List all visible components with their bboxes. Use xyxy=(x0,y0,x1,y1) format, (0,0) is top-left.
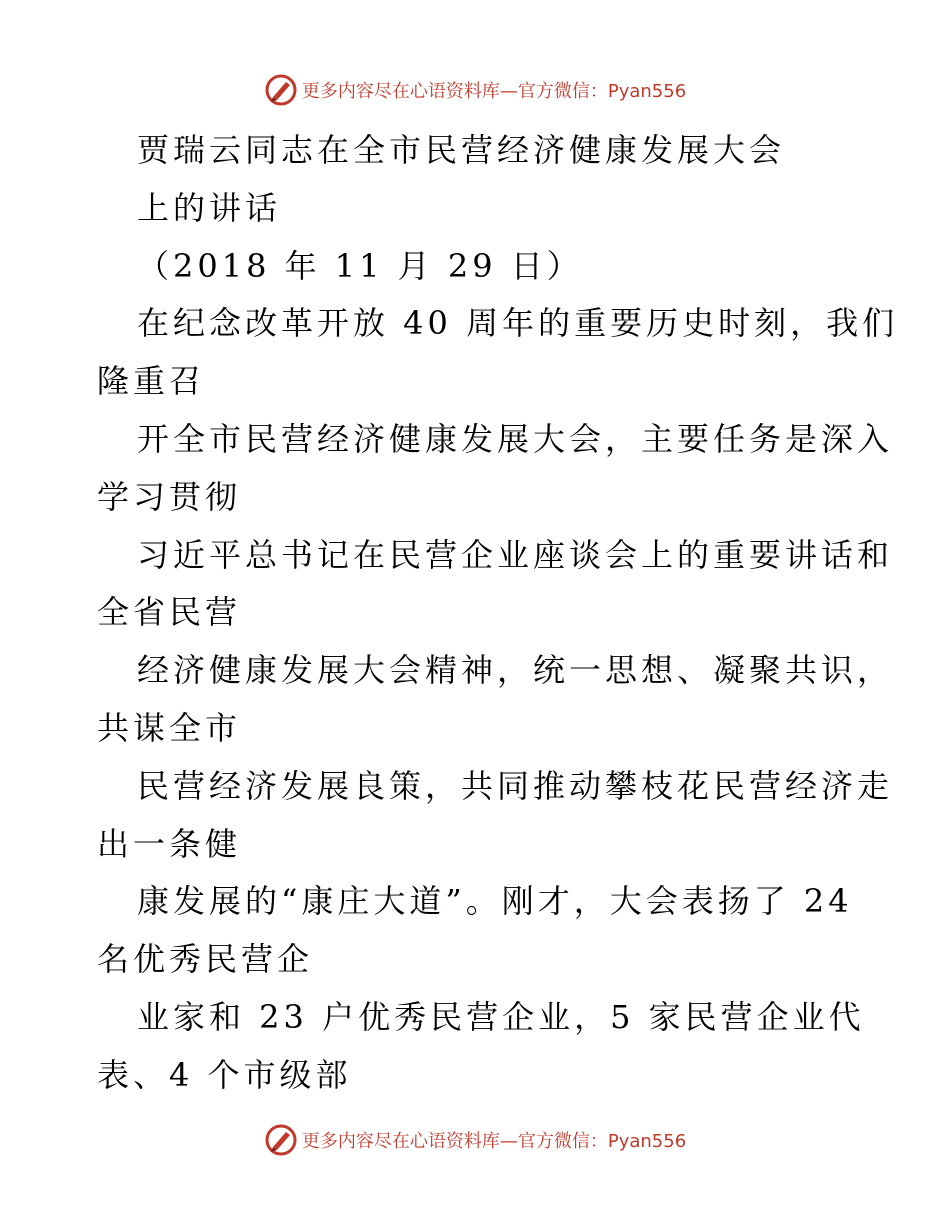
document-line: 康发展的“康庄大道”。刚才，大会表扬了 24 xyxy=(137,882,853,921)
pen-logo-icon xyxy=(264,73,298,107)
document-line: 在纪念改革开放 40 周年的重要历史时刻，我们 xyxy=(137,304,899,343)
document-line: 开全市民营经济健康发展大会，主要任务是深入 xyxy=(137,419,894,458)
watermark-banner-top xyxy=(0,70,950,110)
document-line: 习近平总书记在民营企业座谈会上的重要讲话和 xyxy=(137,535,894,574)
document-line: 经济健康发展大会精神，统一思想、凝聚共识， xyxy=(137,651,894,690)
watermark-text: 更多内容尽在心语资料库—官方微信：Pyan556 xyxy=(301,1131,687,1152)
document-line: 业家和 23 户优秀民营企业，5 家民营企业代 xyxy=(137,997,865,1036)
document-line: 名优秀民营企 xyxy=(97,940,314,979)
document-line: 共谋全市 xyxy=(97,708,242,747)
document-line: 民营经济发展良策，共同推动攀枝花民营经济走 xyxy=(137,766,894,805)
document-line: 贾瑞云同志在全市民营经济健康发展大会 xyxy=(137,131,786,169)
document-line: 学习贯彻 xyxy=(97,477,242,516)
document-body xyxy=(97,122,899,1105)
document-line: 表、4 个市级部 xyxy=(97,1055,352,1094)
document-line: 全省民营 xyxy=(97,593,242,632)
document-line: 出一条健 xyxy=(97,824,242,863)
document-line: （2018 年 11 月 29 日） xyxy=(137,246,583,285)
document-line: 隆重召 xyxy=(97,362,206,401)
watermark-text: 更多内容尽在心语资料库—官方微信：Pyan556 xyxy=(301,81,687,102)
pen-logo-icon xyxy=(264,1123,298,1157)
document-line: 上的讲话 xyxy=(137,188,282,227)
watermark-banner-bottom xyxy=(0,1120,950,1160)
